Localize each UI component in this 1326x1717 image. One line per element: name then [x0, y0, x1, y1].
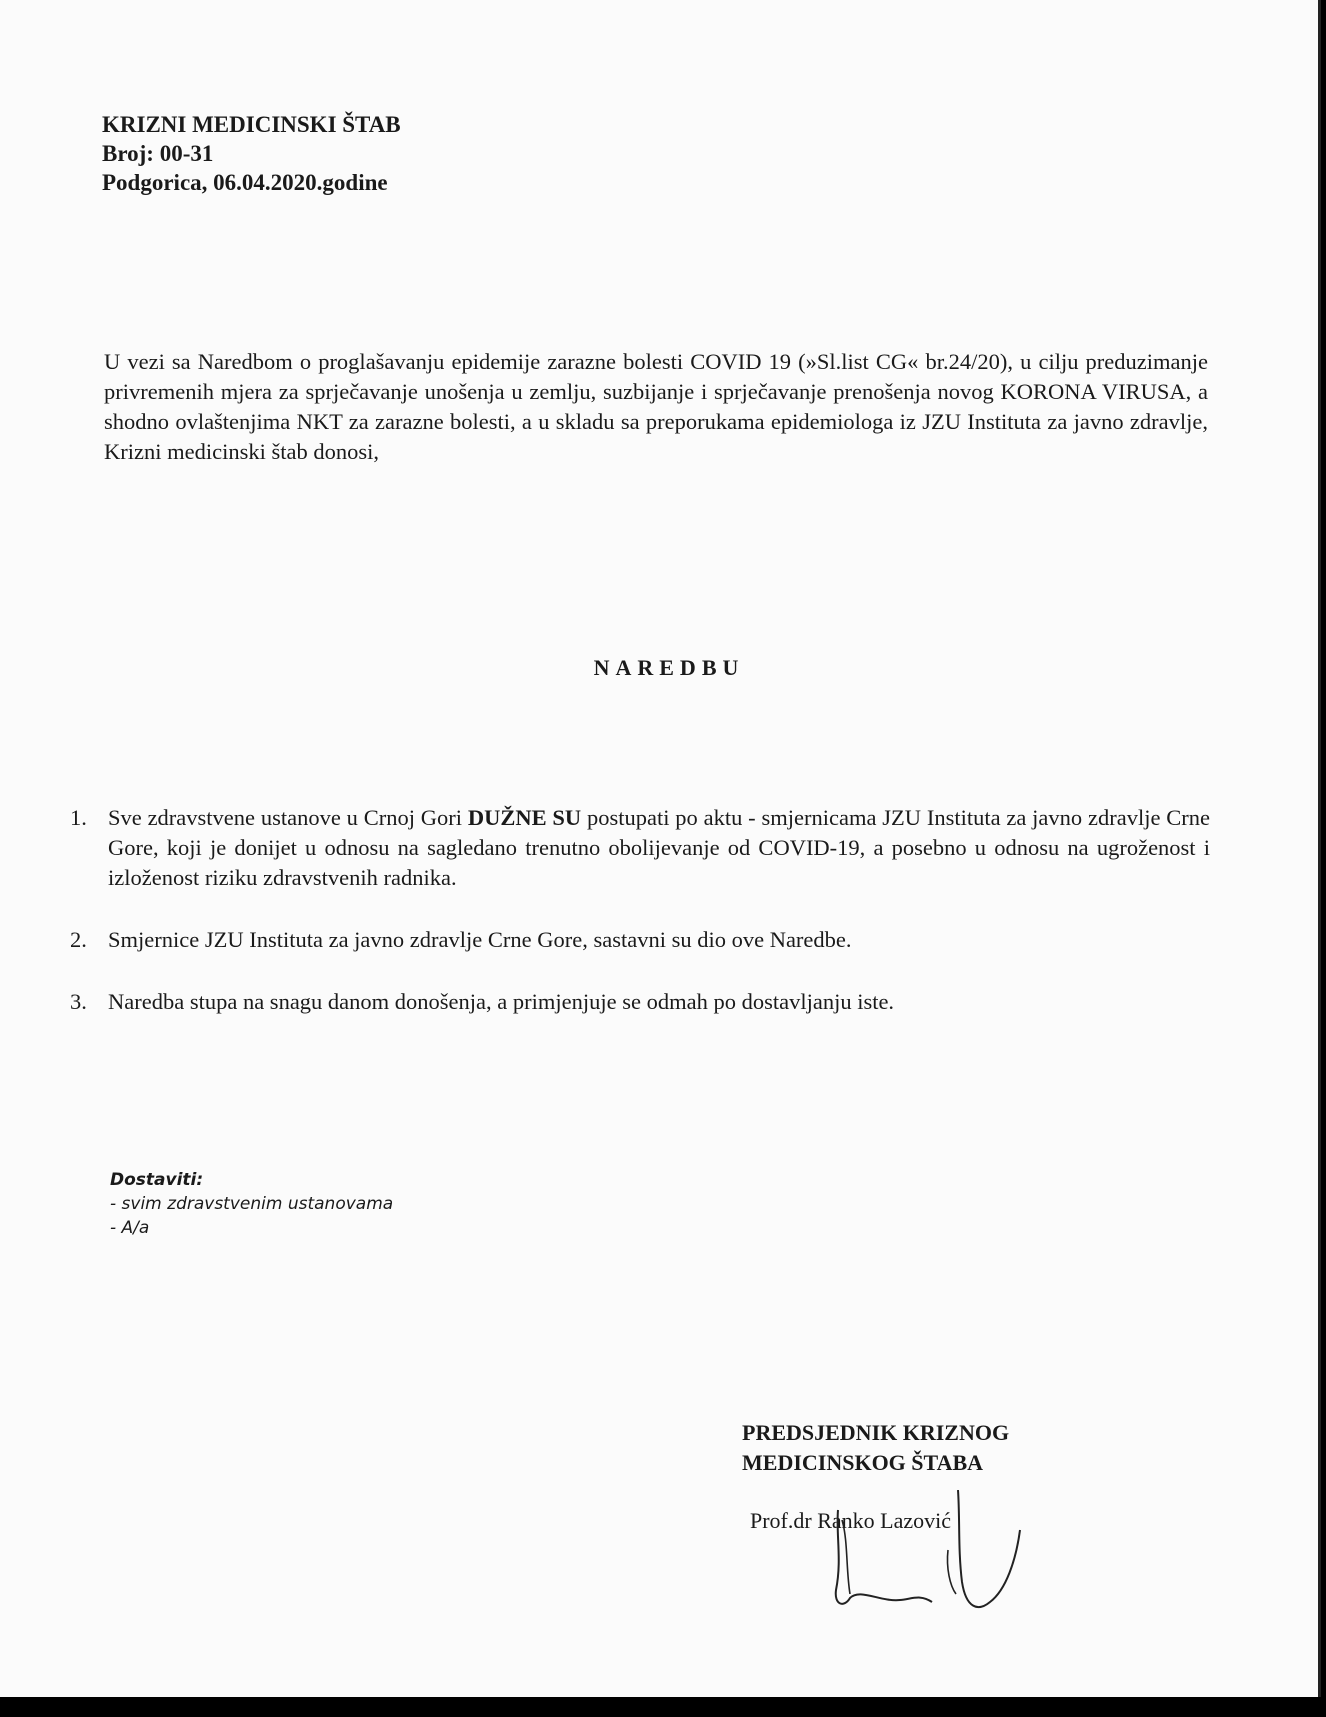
- item-text: [108, 803, 1210, 893]
- item-text: [108, 987, 1210, 1017]
- document-number: Broj: 00-31: [102, 141, 214, 166]
- decree-item: [70, 803, 1210, 893]
- decree-title: NAREDBU: [593, 655, 745, 680]
- intro-paragraph: U vezi sa Naredbom o proglašavanju epidemije zarazne bolesti COVID 19 (»Sl.list CG« br.24/20), u cilju preduzimanje privremenih mjera za sprječavanje unošenja u zemlju, suzbijanje i sprječavanje prenošenja novog KORONA VIRUSA, a shodno ovlaštenjima NKT za zarazne bolesti, a u skladu sa preporukama epidemiologa iz JZU Instituta za javno zdravlje, Krizni medicinski štab donosi,: [104, 349, 1208, 464]
- item-text-part: postupati po aktu - smjernicama JZU Instituta za javno zdravlje Crne Gore, koji je donijet u odnosu na sagledano trenutno obolijevanje od COVID-19, a posebno u odnosu na ugroženost i izloženost riziku zdravstvenih radnika.: [108, 805, 1210, 890]
- delivery-label: Dostaviti:: [110, 1170, 204, 1190]
- place-and-date: Podgorica, 06.04.2020.godine: [102, 170, 388, 195]
- delivery-list: [110, 1168, 393, 1240]
- scan-bottom-border: [0, 1697, 1326, 1717]
- item-text-part: Sve zdravstvene ustanove u Crnoj Gori: [108, 805, 468, 830]
- item-text: [108, 925, 1210, 955]
- item-text-part: Smjernice JZU Instituta za javno zdravlje Crne Gore, sastavni su dio ove Naredbe.: [108, 927, 852, 952]
- signatory-title: MEDICINSKOG ŠTABA: [742, 1450, 984, 1475]
- item-text-emphasis: DUŽNE SU: [467, 805, 582, 830]
- signatory-title: PREDSJEDNIK KRIZNOG: [742, 1420, 1010, 1445]
- document-header: [102, 110, 401, 197]
- signature-title-block: [742, 1418, 1009, 1478]
- organization-name: KRIZNI MEDICINSKI ŠTAB: [102, 112, 401, 137]
- delivery-recipient: - svim zdravstvenim ustanovama: [110, 1194, 394, 1214]
- item-text-part: Naredba stupa na snagu danom donošenja, a primjenjuje se odmah po dostavljanju iste.: [108, 989, 895, 1014]
- decree-item: [70, 987, 1210, 1017]
- item-number: 3.: [70, 989, 87, 1014]
- handwritten-signature: [820, 1490, 1060, 1630]
- delivery-recipient: - A/a: [110, 1218, 150, 1238]
- decree-item: [70, 925, 1210, 955]
- item-number: 1.: [70, 805, 87, 830]
- signatory-name: Prof.dr Ranko Lazović: [750, 1508, 951, 1533]
- decree-items: [70, 803, 1210, 1049]
- item-number: 2.: [70, 927, 87, 952]
